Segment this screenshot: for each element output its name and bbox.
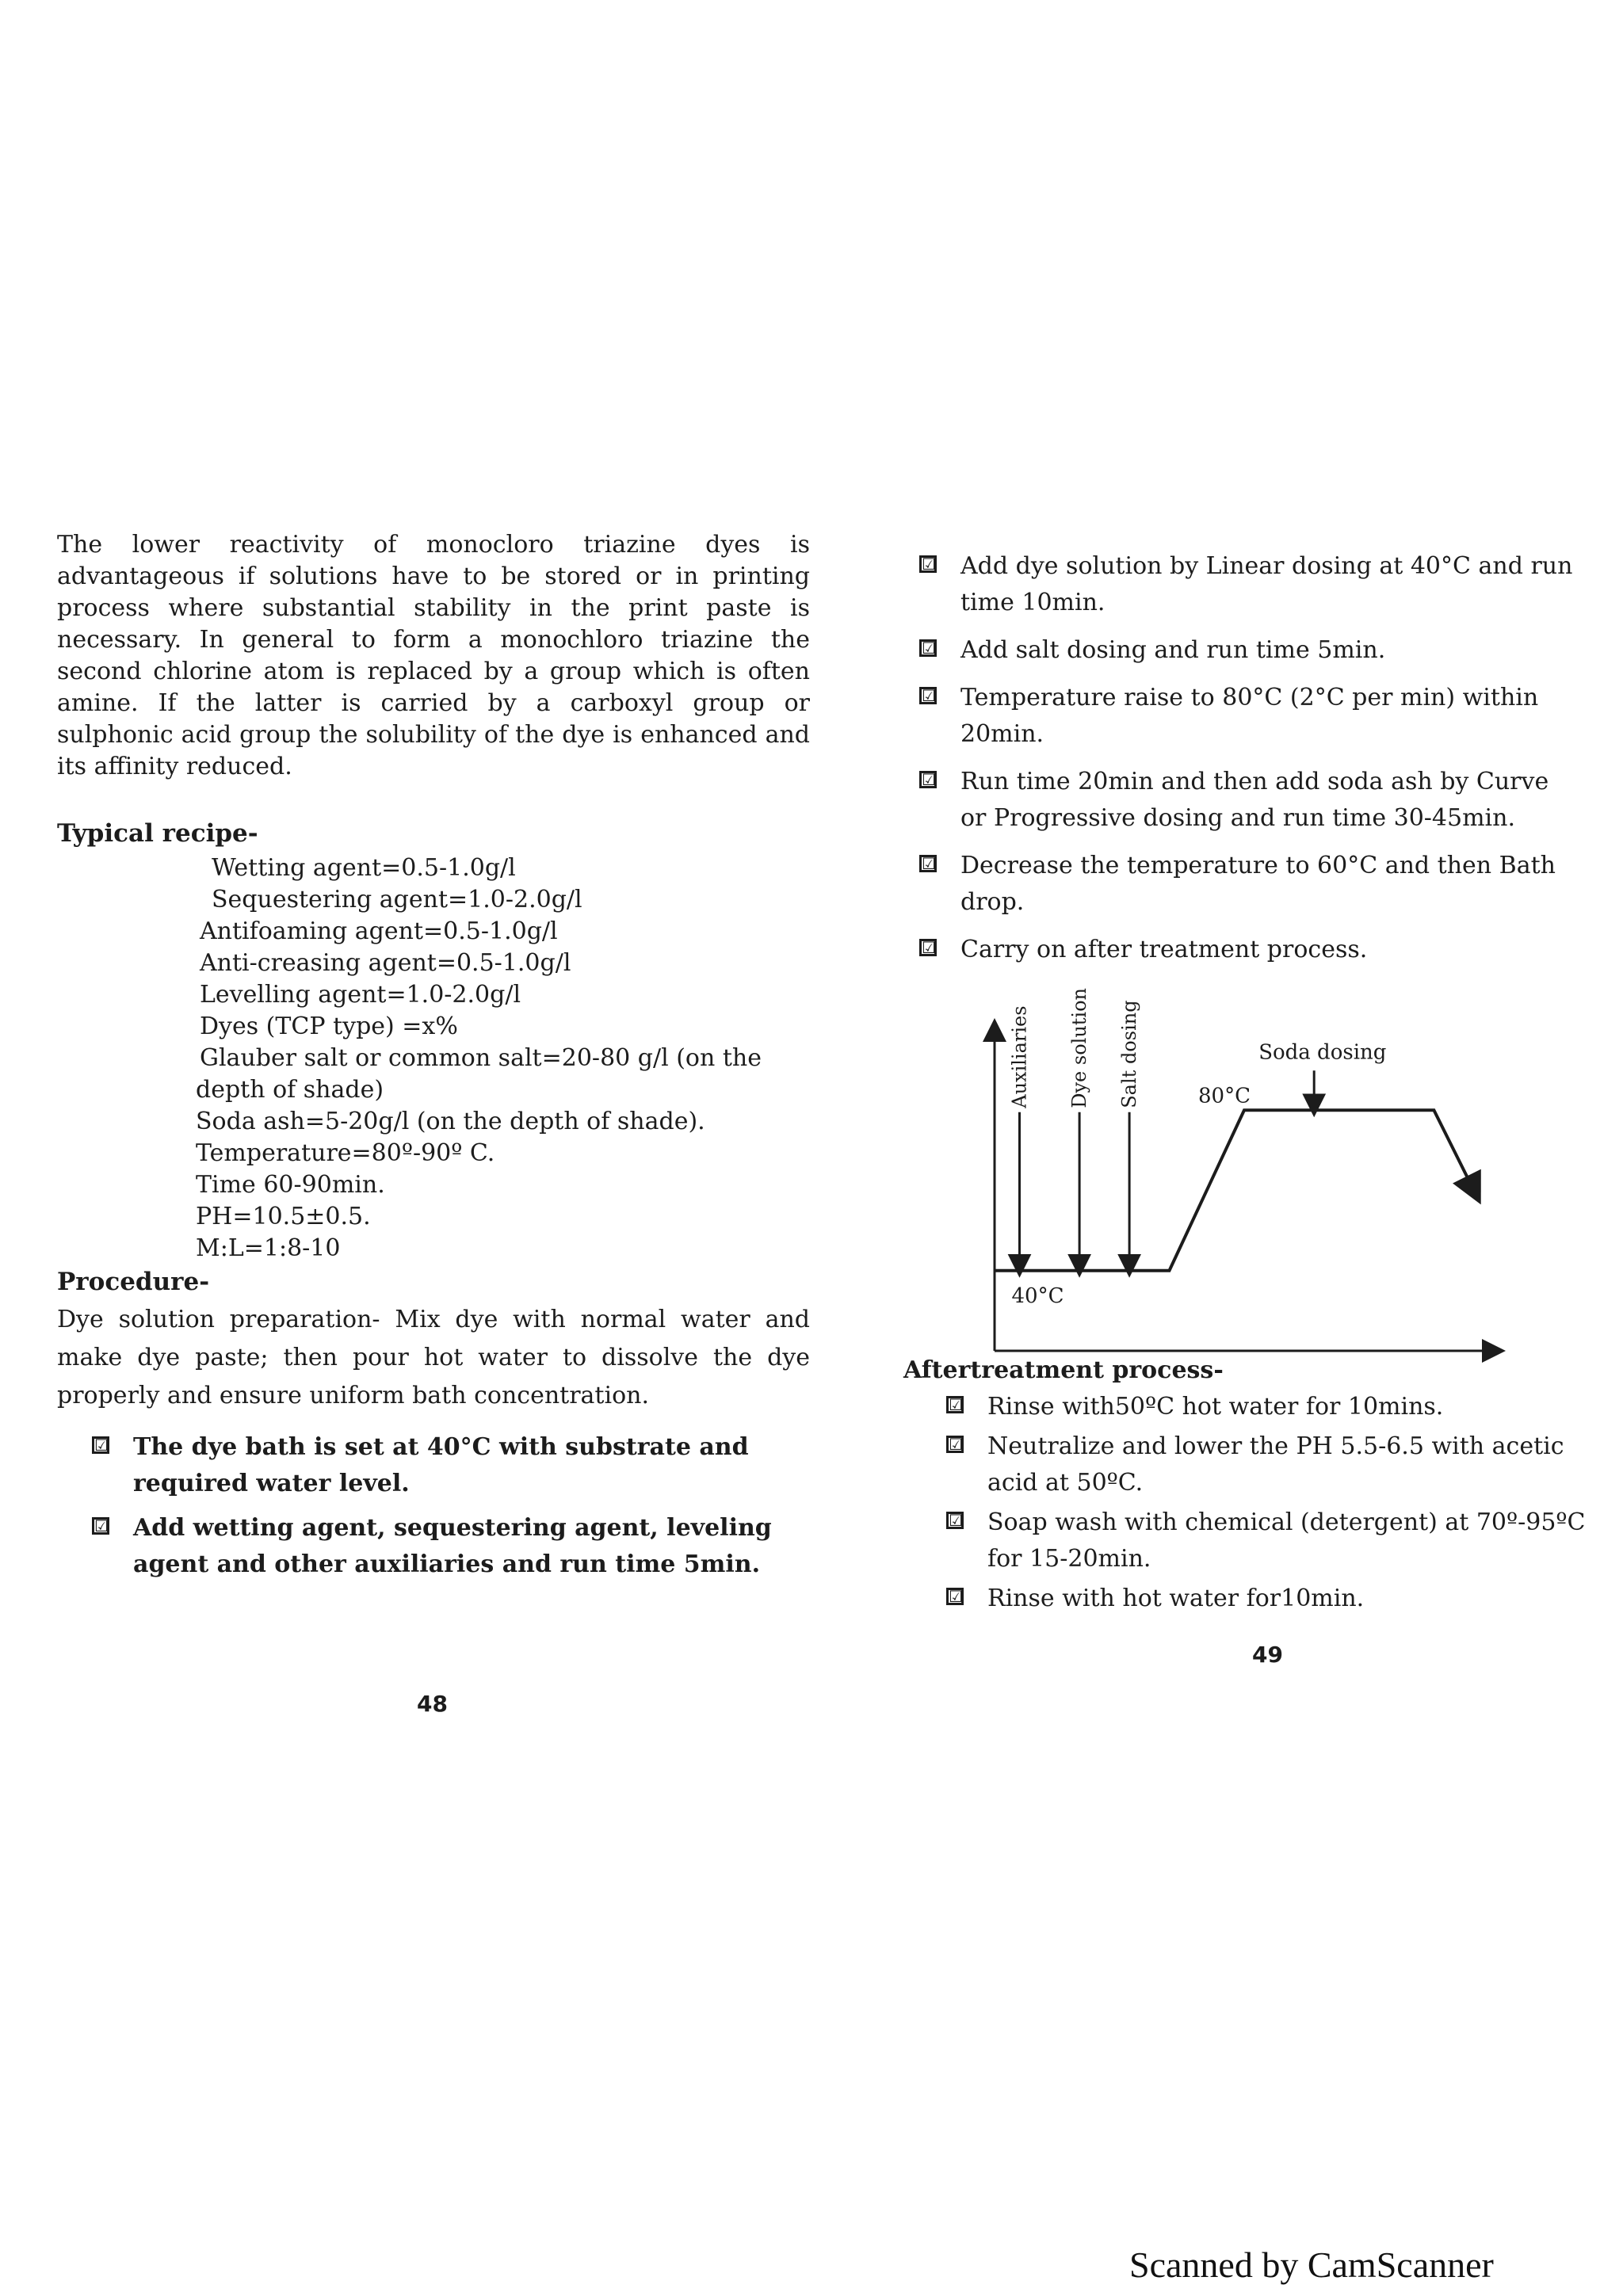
checkbox-icon: ☑: [92, 1517, 109, 1535]
intro-paragraph: The lower reactivity of monocloro triazine dyes is advantageous if solutions have to be stored or in printing process where substantial stability in the print paste is necessary. In general to form a monochloro triazine the second chlorine atom is replaced by a group which is often amine. If the latter is carried by a carboxyl group or sulphonic acid group the solubility of the dye is enhanced and its affinity reduced.: [57, 531, 810, 780]
procedure-step: [92, 1510, 810, 1583]
checkbox-icon: ☑: [919, 555, 937, 573]
low-temperature-label: 40°C: [1011, 1283, 1064, 1308]
recipe-item: Temperature=80º-90º C.: [196, 1139, 495, 1167]
aftertreatment-steps: [903, 1389, 1601, 1617]
aftertreatment-heading: Aftertreatment process-: [903, 1356, 1224, 1384]
recipe-item: PH=10.5±0.5.: [196, 1203, 371, 1230]
salt-dosing-label: Salt dosing: [1118, 1000, 1141, 1108]
dye-solution-label: Dye solution: [1068, 987, 1091, 1108]
dyeing-profile-chart: [963, 982, 1510, 1363]
step-text: Temperature raise to 80°C (2°C per min) within 20min.: [960, 684, 1539, 748]
checkbox-icon: ☑: [946, 1436, 964, 1453]
recipe-list: [57, 852, 810, 1264]
procedure-paragraph: Dye solution preparation- Mix dye with normal water and make dye paste; then pour hot water to dissolve the dye properly and ensure uniform bath concentration.: [57, 1306, 810, 1409]
step-text: Add wetting agent, sequestering agent, leveling agent and other auxiliaries and run time 5min.: [133, 1514, 772, 1578]
recipe-item: Anti-creasing agent=0.5-1.0g/l: [200, 949, 571, 977]
checkbox-icon: ☑: [919, 939, 937, 956]
dyeing-step: [919, 764, 1577, 837]
checkbox-icon: ☑: [946, 1588, 964, 1605]
step-text: Decrease the temperature to 60°C and then Bath drop.: [960, 852, 1556, 916]
procedure-steps: [57, 1429, 810, 1583]
checkbox-icon: ☑: [919, 687, 937, 704]
dyeing-step: [919, 548, 1577, 621]
step-text: Soap wash with chemical (detergent) at 70º-95ºC for 15-20min.: [987, 1508, 1586, 1573]
procedure-heading: Procedure-: [57, 1268, 210, 1296]
high-temperature-label: 80°C: [1198, 1084, 1251, 1108]
step-text: Run time 20min and then add soda ash by Curve or Progressive dosing and run time 30-45min.: [960, 768, 1549, 832]
checkbox-icon: ☑: [919, 771, 937, 788]
checkbox-icon: ☑: [92, 1436, 109, 1454]
procedure-step: [92, 1429, 810, 1502]
dyeing-step: [919, 932, 1577, 968]
dyeing-step: [919, 848, 1577, 921]
aftertreatment-step: [946, 1505, 1601, 1577]
aftertreatment-step: [946, 1428, 1601, 1501]
auxiliaries-label: Auxiliaries: [1008, 1005, 1031, 1108]
step-text: The dye bath is set at 40°C with substrate and required water level.: [133, 1433, 749, 1497]
page-number-left: 48: [417, 1691, 448, 1717]
page-number-right: 49: [1252, 1642, 1283, 1668]
recipe-item: M:L=1:8-10: [196, 1234, 341, 1262]
recipe-item: Dyes (TCP type) =x%: [200, 1013, 458, 1040]
dyeing-profile-svg: [963, 982, 1510, 1363]
checkbox-icon: ☑: [919, 639, 937, 657]
right-page: [919, 548, 1577, 979]
left-page: [57, 529, 810, 1591]
checkbox-icon: ☑: [946, 1512, 964, 1529]
recipe-item: Time 60-90min.: [196, 1171, 385, 1199]
step-text: Rinse with hot water for10min.: [987, 1585, 1365, 1612]
recipe-item: Wetting agent=0.5-1.0g/l: [212, 854, 516, 882]
aftertreatment-step: [946, 1389, 1601, 1425]
recipe-item: depth of shade): [196, 1076, 384, 1104]
recipe-item: Soda ash=5-20g/l (on the depth of shade).: [196, 1108, 705, 1135]
step-text: Add dye solution by Linear dosing at 40°C and run time 10min.: [960, 552, 1573, 616]
step-text: Add salt dosing and run time 5min.: [960, 636, 1386, 664]
temperature-profile-line: [995, 1110, 1474, 1271]
soda-dosing-label: Soda dosing: [1258, 1040, 1387, 1065]
recipe-item: Sequestering agent=1.0-2.0g/l: [212, 886, 582, 913]
recipe-item: Levelling agent=1.0-2.0g/l: [200, 981, 521, 1009]
recipe-item: Glauber salt or common salt=20-80 g/l (on the: [200, 1044, 762, 1072]
recipe-item: Antifoaming agent=0.5-1.0g/l: [200, 917, 558, 945]
dyeing-step: [919, 680, 1577, 753]
step-text: Neutralize and lower the PH 5.5-6.5 with acetic acid at 50ºC.: [987, 1432, 1564, 1497]
step-text: Rinse with50ºC hot water for 10mins.: [987, 1393, 1444, 1421]
checkbox-icon: ☑: [919, 855, 937, 872]
step-text: Carry on after treatment process.: [960, 936, 1368, 963]
aftertreatment-section: [903, 1356, 1601, 1620]
typical-recipe-heading: Typical recipe-: [57, 819, 258, 848]
checkbox-icon: ☑: [946, 1396, 964, 1413]
scanner-watermark: Scanned by CamScanner: [1129, 2245, 1494, 2285]
dyeing-steps: [919, 548, 1577, 968]
dosing-arrows: [1020, 1070, 1315, 1266]
dyeing-step: [919, 632, 1577, 669]
aftertreatment-step: [946, 1581, 1601, 1617]
